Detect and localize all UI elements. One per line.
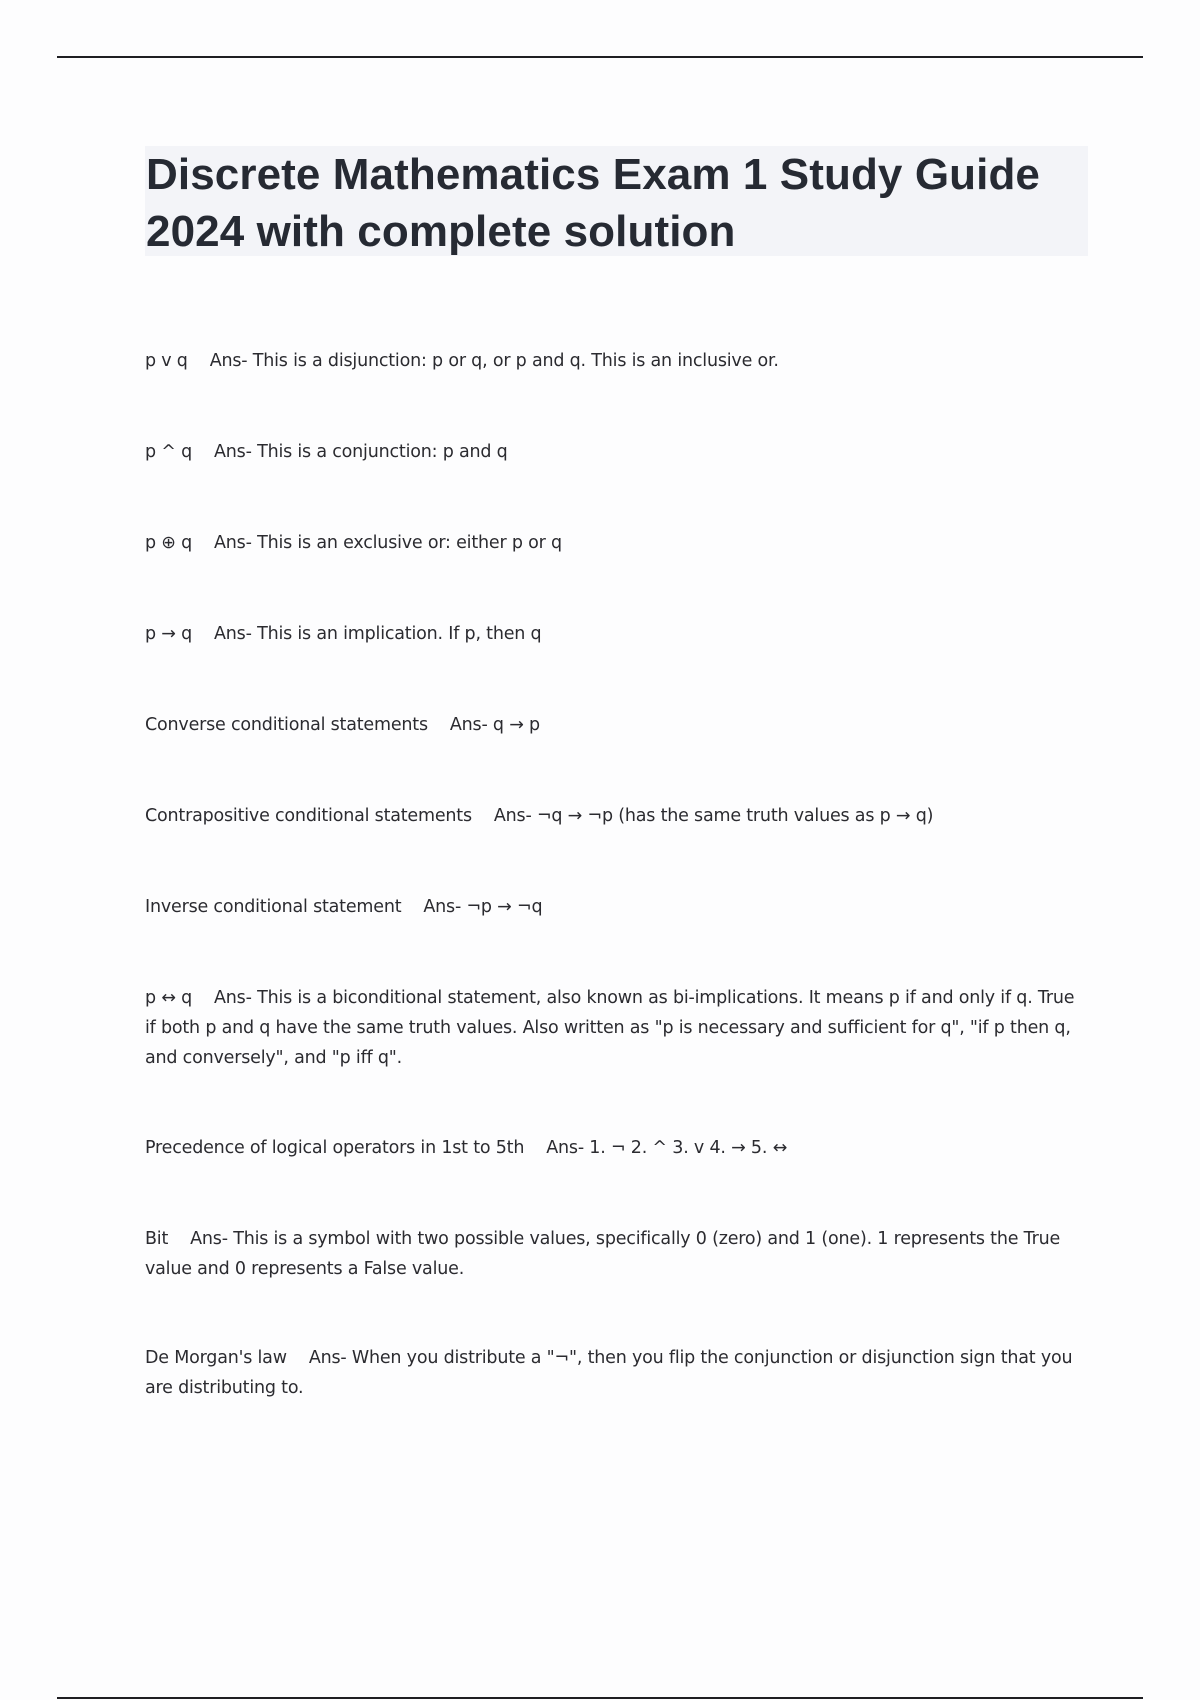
qa-answer: Ans- This is a symbol with two possible values, specifically 0 (zero) and 1 (one). 1 represents the True value and 0 represents a False value.	[145, 1229, 1061, 1279]
qa-item	[145, 1133, 1090, 1163]
qa-item	[145, 619, 1090, 649]
qa-term: Converse conditional statements	[145, 715, 428, 735]
qa-item	[145, 1343, 1090, 1403]
qa-item	[145, 710, 1090, 740]
qa-item	[145, 437, 1090, 467]
qa-item	[145, 801, 1090, 831]
qa-term: p ↔ q	[145, 988, 193, 1008]
qa-term: p ⊕ q	[145, 533, 193, 553]
qa-answer: Ans- This is an exclusive or: either p or q	[214, 533, 562, 553]
qa-term: p ^ q	[145, 442, 193, 462]
qa-answer: Ans- 1. ¬ 2. ^ 3. v 4. → 5. ↔	[546, 1138, 788, 1158]
qa-item	[145, 346, 1090, 376]
qa-answer: Ans- This is a disjunction: p or q, or p and q. This is an inclusive or.	[209, 351, 779, 371]
qa-item	[145, 528, 1090, 558]
qa-term: p → q	[145, 624, 193, 644]
qa-item	[145, 983, 1090, 1073]
qa-term: Contrapositive conditional statements	[145, 806, 472, 826]
qa-answer: Ans- ¬p → ¬q	[423, 897, 543, 917]
qa-answer: Ans- ¬q → ¬p (has the same truth values as p → q)	[493, 806, 934, 826]
bottom-rule	[57, 1697, 1143, 1699]
qa-answer: Ans- This is a biconditional statement, also known as bi-implications. It means p if and only if q. True if both p and q have the same truth values. Also written as "p is necessary and sufficient for q", "if p then q, and conversely", and "p iff q".	[145, 988, 1075, 1068]
page-title: Discrete Mathematics Exam 1 Study Guide 2024 with complete solution	[146, 150, 1040, 256]
qa-answer: Ans- This is a conjunction: p and q	[214, 442, 508, 462]
qa-term: Inverse conditional statement	[145, 897, 402, 917]
qa-answer: Ans- When you distribute a "¬", then you flip the conjunction or disjunction sign that you are distributing to.	[145, 1348, 1073, 1398]
qa-item	[145, 1224, 1090, 1284]
qa-answer: Ans- q → p	[449, 715, 540, 735]
top-rule	[57, 56, 1143, 58]
qa-term: Bit	[145, 1229, 169, 1249]
qa-answer: Ans- This is an implication. If p, then q	[214, 624, 542, 644]
qa-item	[145, 892, 1090, 922]
qa-term: De Morgan's law	[145, 1348, 287, 1368]
qa-term: p v q	[145, 351, 188, 371]
qa-term: Precedence of logical operators in 1st to 5th	[145, 1138, 525, 1158]
